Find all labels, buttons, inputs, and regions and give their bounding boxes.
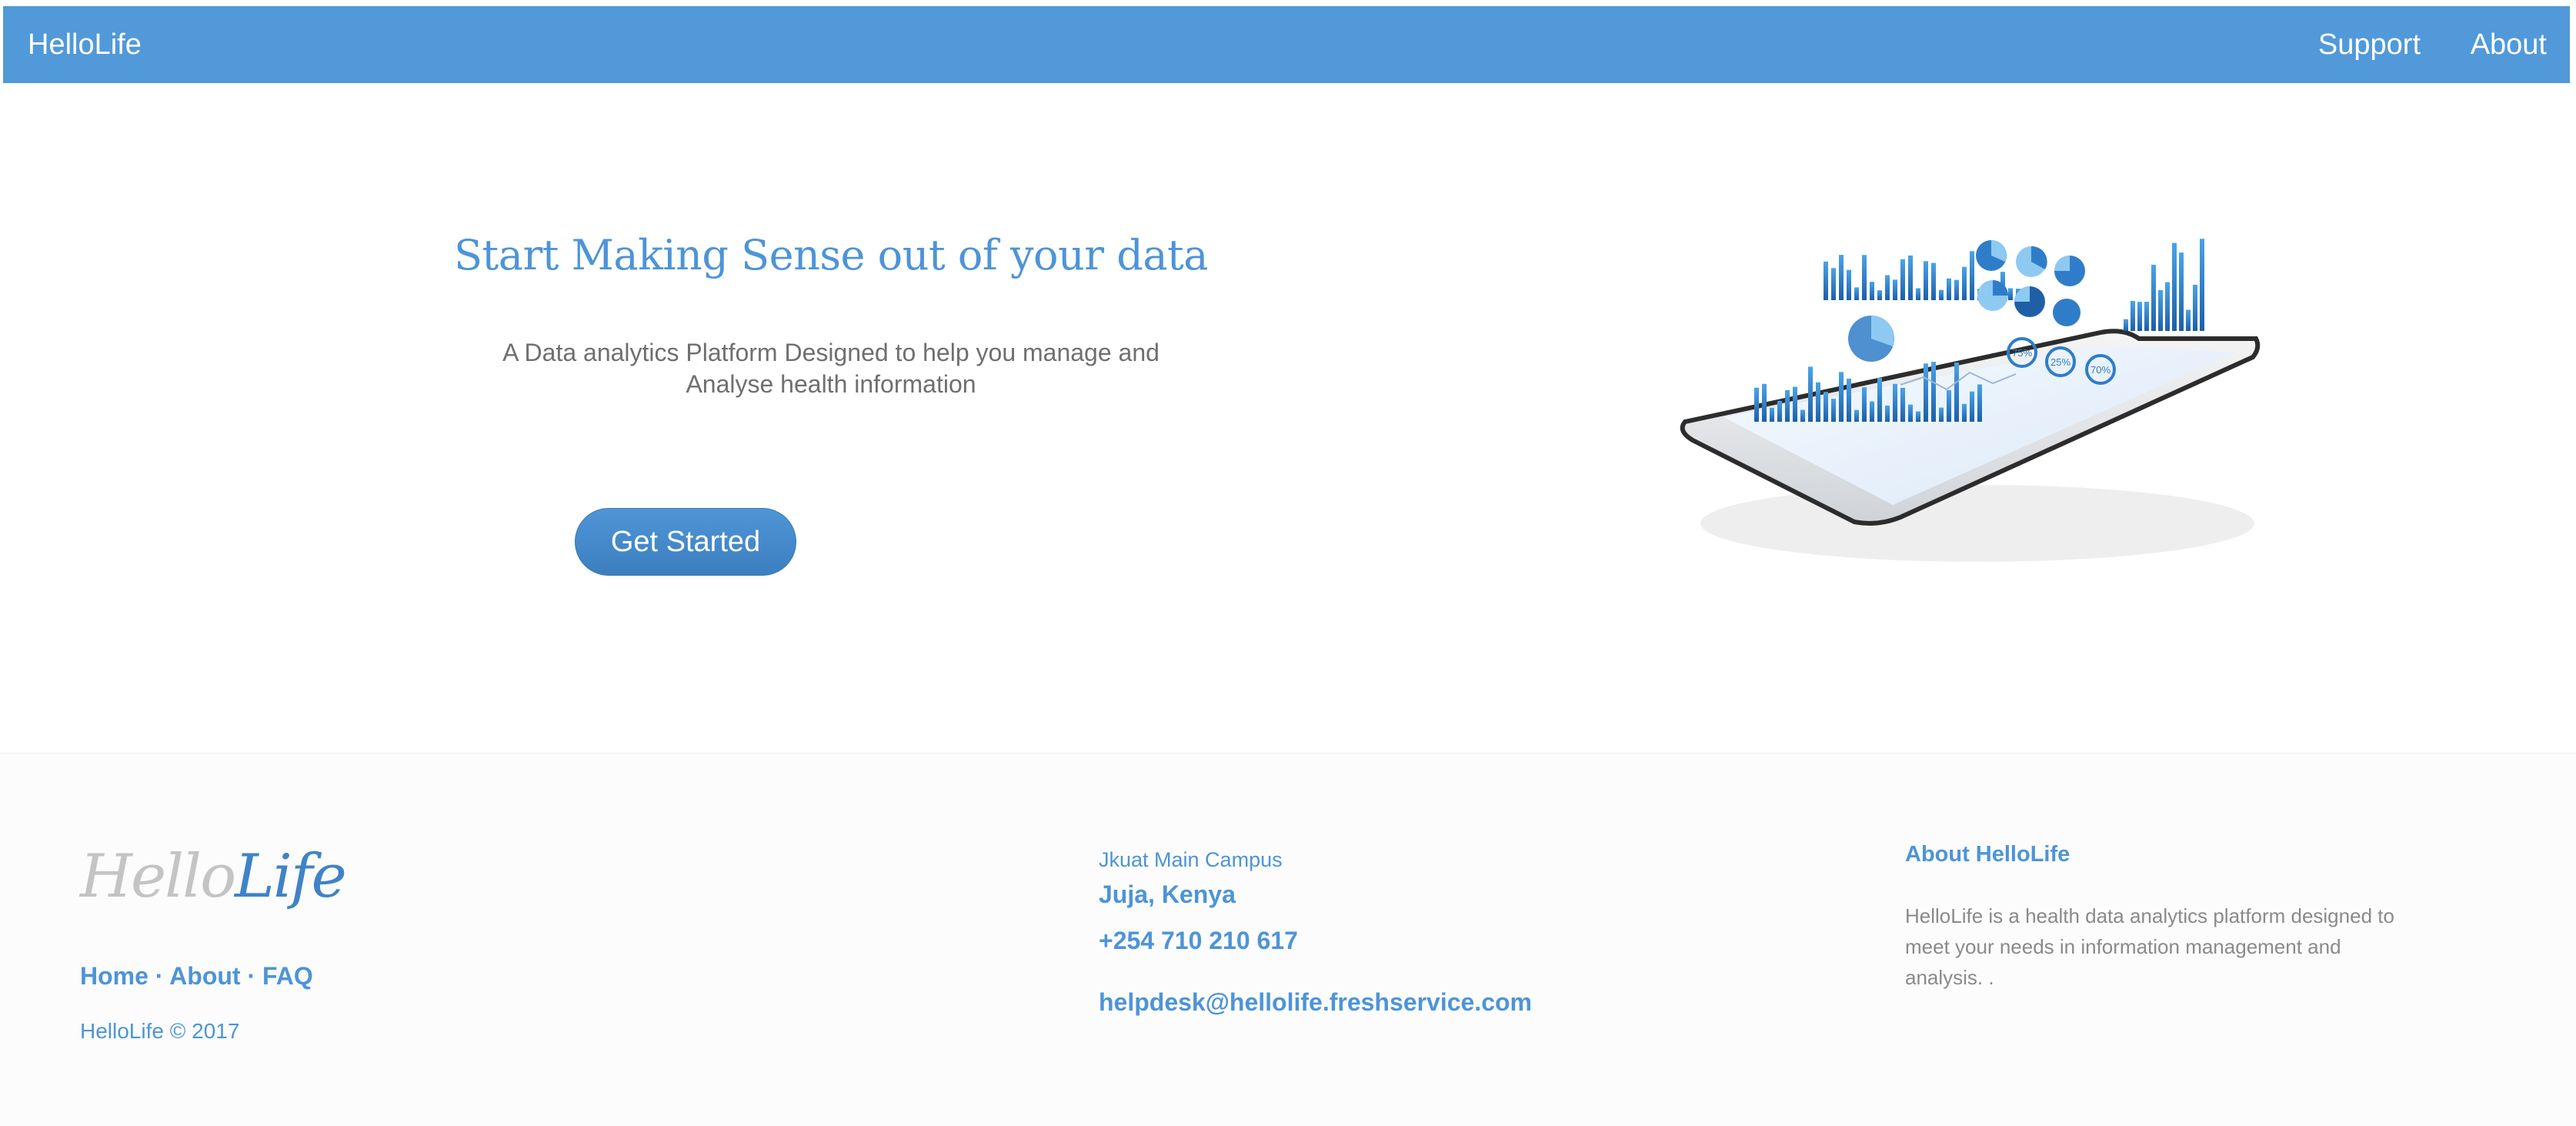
decorative-bar [1970,392,1974,422]
decorative-bar [1893,384,1897,422]
hero-title: Start Making Sense out of your data [454,231,1208,279]
decorative-bar [1770,408,1774,422]
decorative-bar [1893,279,1897,300]
decorative-bar [1947,390,1951,422]
decorative-bar [1785,390,1790,422]
decorative-bar [1908,405,1913,422]
decorative-bar [1924,363,1928,422]
decorative-bar [1862,387,1867,422]
decorative-bar [1800,410,1805,422]
decorative-bar [2144,302,2149,331]
decorative-bar [1777,401,1782,422]
decorative-bar [1916,411,1920,422]
footer-link-about[interactable]: About [169,962,241,990]
nav-support-link[interactable]: Support [2317,28,2421,61]
pie-chart-icon [2053,299,2080,326]
decorative-bar [1831,399,1836,422]
decorative-bar [1862,255,1867,300]
decorative-bar [1824,262,1828,300]
footer-logo: HelloLife [80,842,345,911]
right-bar-chart [2124,239,2204,331]
get-started-button[interactable]: Get Started [575,508,796,576]
contact-campus: Jkuat Main Campus [1099,848,1283,871]
decorative-bar [1754,388,1759,422]
footer-nav [80,962,313,991]
decorative-bar [1808,366,1813,422]
decorative-bar [1847,379,1851,422]
decorative-bar [1900,259,1905,300]
decorative-bar [2165,282,2170,331]
decorative-bar [2137,302,2142,331]
decorative-bar [1762,384,1767,422]
footer-link-home[interactable]: Home [80,962,148,990]
decorative-bar [1877,290,1882,300]
decorative-bar [2158,290,2163,331]
tablet-analytics-illustration [1670,216,2270,585]
brand-link[interactable]: HelloLife [28,28,142,61]
decorative-bar [1931,362,1936,422]
decorative-bar [1847,270,1851,300]
footer-separator: · [155,962,164,990]
about-heading: About HelloLife [1905,842,2070,867]
decorative-bar [1916,288,1920,300]
decorative-bar [1954,280,1959,300]
decorative-bar [1839,372,1844,422]
decorative-bar [1977,384,1982,422]
decorative-bar [2172,243,2177,331]
decorative-bar [2131,301,2135,331]
decorative-bar [1900,388,1905,422]
decorative-bar [1924,261,1928,300]
top-navbar [3,6,2570,83]
decorative-bar [2124,319,2128,331]
footer-link-faq[interactable]: FAQ [262,962,313,990]
hero-subtitle-line-1: A Data analytics Platform Designed to help you manage and [502,339,1160,366]
hero-subtitle-line-2: Analyse health information [686,370,976,398]
hero-subtitle [446,337,1216,400]
decorative-bar [1962,267,1967,300]
copyright: HelloLife © 2017 [80,1019,240,1043]
decorative-bar [1824,392,1828,422]
decorative-bar [1908,256,1913,300]
decorative-bar [2193,285,2197,331]
decorative-bar [1885,276,1890,300]
decorative-bar [1954,363,1959,422]
decorative-bar [2008,288,2013,300]
ring-gauge-label: 25% [2050,356,2071,368]
decorative-bar [1870,402,1874,422]
decorative-bar [2179,252,2184,331]
contact-city: Juja, Kenya [1099,880,1236,908]
decorative-bar [2200,239,2204,331]
decorative-bar [2186,310,2191,331]
decorative-bar [1962,404,1967,422]
footer-separator: · [247,962,256,990]
decorative-bar [1839,255,1844,300]
decorative-bar [1870,282,1874,300]
decorative-bar [1816,383,1820,422]
decorative-bar [1793,387,1797,422]
tablet-shadow [1700,485,2254,562]
contact-email-link[interactable]: helpdesk@hellolife.freshservice.com [1099,988,1532,1016]
about-text: HelloLife is a health data analytics platform designed to meet your needs in information management and analysis. . [1905,904,2394,989]
decorative-bar [1885,406,1890,422]
decorative-bar [1947,279,1951,300]
decorative-bar [1939,408,1944,422]
contact-phone: +254 710 210 617 [1099,927,1298,954]
decorative-bar [1831,268,1836,300]
decorative-bar [2151,265,2156,331]
decorative-bar [1854,410,1859,422]
nav-about-link[interactable]: About [2470,28,2547,61]
decorative-bar [1939,290,1944,300]
ring-gauge-label: 75% [2011,347,2033,359]
ring-gauge-label: 70% [2090,364,2111,376]
decorative-bar [1854,287,1859,300]
decorative-bar [1931,263,1936,300]
decorative-bar [1877,378,1882,422]
decorative-bar [1970,251,1974,300]
